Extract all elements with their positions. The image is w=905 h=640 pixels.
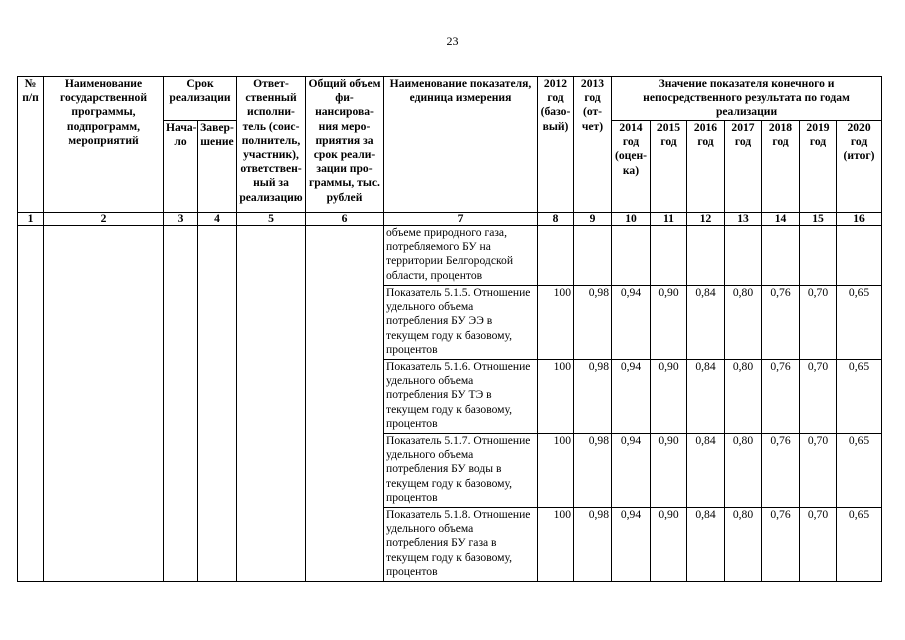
header-executor: Ответ-ственный исполни-тель (соис-полнитель, участник), ответствен-ный за реализацию bbox=[237, 77, 306, 213]
cell-end bbox=[198, 226, 237, 582]
col-number: 7 bbox=[384, 213, 538, 226]
value-2013: 0,98 bbox=[574, 508, 612, 582]
value-2016: 0,84 bbox=[687, 286, 725, 360]
value-2014: 0,94 bbox=[612, 434, 651, 508]
value-2017: 0,80 bbox=[725, 286, 762, 360]
value-2015: 0,90 bbox=[651, 286, 687, 360]
value-2020: 0,65 bbox=[837, 434, 882, 508]
value-2016: 0,84 bbox=[687, 360, 725, 434]
indicator-name: Показатель 5.1.7. Отношение удельного объема потребления БУ воды в текущем году к базовому, процентов bbox=[384, 434, 538, 508]
indicator-name: объеме природного газа, потребляемого БУ на территории Белгородской области, процентов bbox=[384, 226, 538, 286]
header-program-name: Наименование государственной программы, подпрограмм, мероприятий bbox=[44, 77, 164, 213]
value-2012: 100 bbox=[538, 434, 574, 508]
value-2018: 0,76 bbox=[762, 286, 800, 360]
header-values: Значение показателя конечного и непосредственного результата по годам реализации bbox=[612, 77, 882, 121]
value-2020: 0,65 bbox=[837, 360, 882, 434]
col-number: 10 bbox=[612, 213, 651, 226]
col-number: 6 bbox=[306, 213, 384, 226]
cell-num bbox=[18, 226, 44, 582]
col-number: 14 bbox=[762, 213, 800, 226]
header-year-2016: 2016 год bbox=[687, 121, 725, 213]
value-2019: 0,70 bbox=[800, 360, 837, 434]
header-2012: 2012 год (базо-вый) bbox=[538, 77, 574, 213]
col-number: 12 bbox=[687, 213, 725, 226]
cell-program-name bbox=[44, 226, 164, 582]
value-2014: 0,94 bbox=[612, 360, 651, 434]
col-number: 8 bbox=[538, 213, 574, 226]
value-2014 bbox=[612, 226, 651, 286]
cell-start bbox=[164, 226, 198, 582]
value-2019: 0,70 bbox=[800, 286, 837, 360]
cell-budget bbox=[306, 226, 384, 582]
header-start: Нача-ло bbox=[164, 121, 198, 213]
header-end: Завер-шение bbox=[198, 121, 237, 213]
value-2013: 0,98 bbox=[574, 286, 612, 360]
header-year-2019: 2019 год bbox=[800, 121, 837, 213]
value-2016: 0,84 bbox=[687, 508, 725, 582]
value-2017: 0,80 bbox=[725, 508, 762, 582]
cell-executor bbox=[237, 226, 306, 582]
value-2014: 0,94 bbox=[612, 508, 651, 582]
col-number: 11 bbox=[651, 213, 687, 226]
col-number: 1 bbox=[18, 213, 44, 226]
value-2013: 0,98 bbox=[574, 360, 612, 434]
indicator-name: Показатель 5.1.6. Отношение удельного объема потребления БУ ТЭ в текущем году к базовому, процентов bbox=[384, 360, 538, 434]
value-2016: 0,84 bbox=[687, 434, 725, 508]
indicator-table bbox=[17, 76, 882, 582]
value-2019: 0,70 bbox=[800, 434, 837, 508]
value-2020: 0,65 bbox=[837, 508, 882, 582]
header-indicator: Наименование показателя, единица измерения bbox=[384, 77, 538, 213]
value-2012: 100 bbox=[538, 286, 574, 360]
header-year-2015: 2015 год bbox=[651, 121, 687, 213]
header-term: Срок реализации bbox=[164, 77, 237, 121]
value-2020: 0,65 bbox=[837, 286, 882, 360]
value-2019 bbox=[800, 226, 837, 286]
value-2018: 0,76 bbox=[762, 508, 800, 582]
value-2020 bbox=[837, 226, 882, 286]
value-2015 bbox=[651, 226, 687, 286]
value-2015: 0,90 bbox=[651, 434, 687, 508]
header-year-2020: 2020 год (итог) bbox=[837, 121, 882, 213]
value-2012: 100 bbox=[538, 508, 574, 582]
value-2016 bbox=[687, 226, 725, 286]
value-2013 bbox=[574, 226, 612, 286]
value-2012: 100 bbox=[538, 360, 574, 434]
col-number: 16 bbox=[837, 213, 882, 226]
col-number: 2 bbox=[44, 213, 164, 226]
value-2015: 0,90 bbox=[651, 360, 687, 434]
indicator-name: Показатель 5.1.8. Отношение удельного объема потребления БУ газа в текущем году к базовому, процентов bbox=[384, 508, 538, 582]
value-2013: 0,98 bbox=[574, 434, 612, 508]
value-2019: 0,70 bbox=[800, 508, 837, 582]
value-2015: 0,90 bbox=[651, 508, 687, 582]
page-number: 23 bbox=[446, 34, 459, 48]
indicator-name: Показатель 5.1.5. Отношение удельного объема потребления БУ ЭЭ в текущем году к базовому, процентов bbox=[384, 286, 538, 360]
value-2017 bbox=[725, 226, 762, 286]
col-number: 9 bbox=[574, 213, 612, 226]
table-row bbox=[18, 226, 882, 286]
value-2018 bbox=[762, 226, 800, 286]
value-2017: 0,80 bbox=[725, 434, 762, 508]
col-number: 4 bbox=[198, 213, 237, 226]
header-year-2018: 2018 год bbox=[762, 121, 800, 213]
col-number: 15 bbox=[800, 213, 837, 226]
value-2017: 0,80 bbox=[725, 360, 762, 434]
header-year-2014: 2014 год (оцен-ка) bbox=[612, 121, 651, 213]
col-number: 5 bbox=[237, 213, 306, 226]
value-2018: 0,76 bbox=[762, 360, 800, 434]
header-2013: 2013 год (от-чет) bbox=[574, 77, 612, 213]
value-2018: 0,76 bbox=[762, 434, 800, 508]
value-2014: 0,94 bbox=[612, 286, 651, 360]
value-2012 bbox=[538, 226, 574, 286]
header-budget: Общий объем фи-нансирова-ния меро-приятия за срок реали-зации про-граммы, тыс. рублей bbox=[306, 77, 384, 213]
header-num: № п/п bbox=[18, 77, 44, 213]
header-year-2017: 2017 год bbox=[725, 121, 762, 213]
col-number: 3 bbox=[164, 213, 198, 226]
col-number: 13 bbox=[725, 213, 762, 226]
